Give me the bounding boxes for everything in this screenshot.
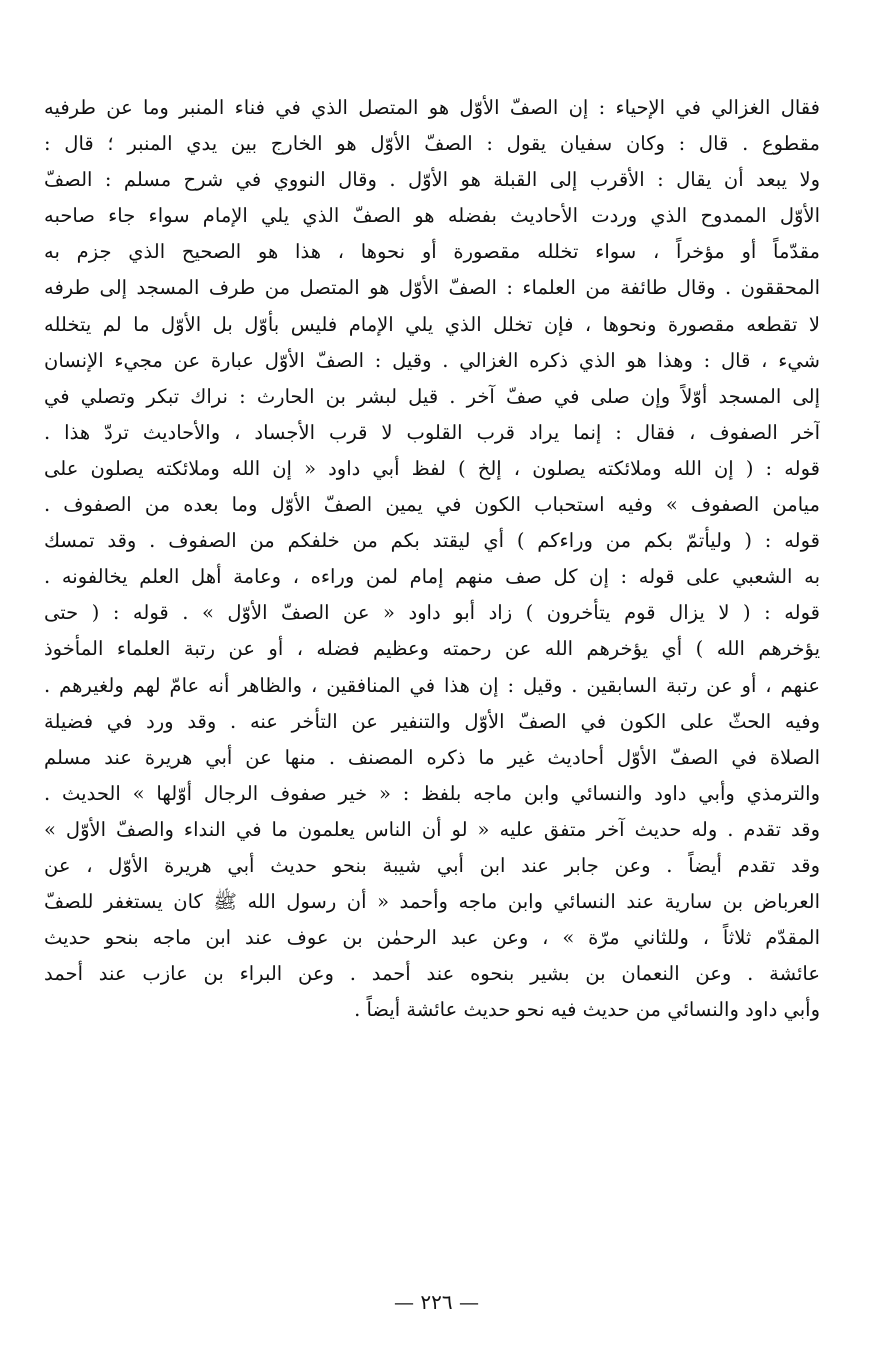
- text-line: لا تقطعه مقصورة ونحوها ، فإن تخلل الذي يلي الإمام فليس بأوّل بل الأوّل ما لم يتخلله: [44, 312, 820, 336]
- text-line: والترمذي وأبي داود والنسائي وابن ماجه بلفظ : « خير صفوف الرجال أوّلها » الحديث .: [44, 781, 820, 805]
- text-line: به الشعبي على قوله : إن كل صف منهم إمام لمن وراءه ، وعامة أهل العلم يخالفونه .: [44, 565, 820, 589]
- text-line: إلى المسجد أوّلاً وإن صلى في صفّ آخر . قيل لبشر بن الحارث : نراك تبكر وتصلي في: [44, 384, 820, 408]
- text-line-last: وأبي داود والنسائي من حديث فيه نحو حديث عائشة أيضاً .: [354, 998, 820, 1022]
- page-body: [44, 90, 820, 1028]
- text-line: الأوّل الممدوح الذي وردت الأحاديث بفضله هو الصفّ الذي يلي الإمام سواء جاء صاحبه: [44, 204, 820, 228]
- text-line: قوله : ( وليأتمّ بكم من وراءكم ) أي ليقتد بكم من خلفكم من الصفوف . وقد تمسك: [44, 529, 820, 553]
- text-line: عنهم ، أو عن رتبة السابقين . وقيل : إن هذا في المنافقين ، والظاهر أنه عامّ لهم ولغيرهم .: [44, 673, 820, 697]
- text-line: مقدّماً أو مؤخراً ، سواء تخلله مقصورة أو نحوها ، هذا هو الصحيح الذي جزم به: [44, 240, 820, 264]
- text-line: شيء ، قال : وهذا هو الذي ذكره الغزالي . وقيل : الصفّ الأوّل عبارة عن مجيء الإنسان: [44, 348, 820, 372]
- text-line: يؤخرهم الله ) أي يؤخرهم الله عن رحمته وعظيم فضله ، أو عن رتبة العلماء المأخوذ: [44, 637, 820, 661]
- text-line: المحققون . وقال طائفة من العلماء : الصفّ الأوّل هو المتصل من طرف المسجد إلى طرفه: [44, 276, 820, 300]
- text-line: وفيه الحثّ على الكون في الصفّ الأوّل والتنفير عن التأخر عنه . وقد ورد في فضيلة: [44, 709, 820, 733]
- page-number: — ٢٢٦ —: [394, 1290, 479, 1314]
- text-line: ميامن الصفوف » وفيه استحباب الكون في يمين الصفّ الأوّل وما بعده من الصفوف .: [44, 493, 820, 517]
- text-line: وقد تقدم أيضاً . وعن جابر عند ابن أبي شيبة بنحو حديث أبي هريرة الأوّل ، عن: [44, 853, 820, 877]
- text-line: آخر الصفوف ، فقال : إنما يراد قرب القلوب لا قرب الأجساد ، والأحاديث تردّ هذا .: [44, 420, 820, 444]
- text-line: العرباض بن سارية عند النسائي وابن ماجه وأحمد « أن رسول الله ﷺ كان يستغفر للصفّ: [44, 890, 820, 914]
- text-line: وقد تقدم . وله حديث آخر متفق عليه « لو أن الناس يعلمون ما في النداء والصفّ الأوّل »: [44, 817, 820, 841]
- text-line: الصلاة في الصفّ الأوّل أحاديث غير ما ذكره المصنف . منها عن أبي هريرة عند مسلم: [44, 745, 820, 769]
- text-line: قوله : ( إن الله وملائكته يصلون ، إلخ ) لفظ أبي داود « إن الله وملائكته يصلون على: [44, 456, 820, 480]
- text-line: مقطوع . قال : وكان سفيان يقول : الصفّ الأوّل هو الخارج بين يدي المنبر ؛ قال :: [44, 132, 820, 156]
- text-line: فقال الغزالي في الإحياء : إن الصفّ الأوّل هو المتصل الذي في فناء المنبر وما عن طرفيه: [44, 96, 820, 119]
- text-line: عائشة . وعن النعمان بن بشير بنحوه عند أحمد . وعن البراء بن عازب عند أحمد: [44, 962, 820, 986]
- text-line: المقدّم ثلاثاً ، وللثاني مرّة » ، وعن عبد الرحمٰن بن عوف عند ابن ماجه بنحو حديث: [44, 926, 820, 950]
- text-line: قوله : ( لا يزال قوم يتأخرون ) زاد أبو داود « عن الصفّ الأوّل » . قوله : ( حتى: [44, 601, 820, 625]
- text-line: ولا يبعد أن يقال : الأقرب إلى القبلة هو الأوّل . وقال النووي في شرح مسلم : الصفّ: [44, 168, 820, 192]
